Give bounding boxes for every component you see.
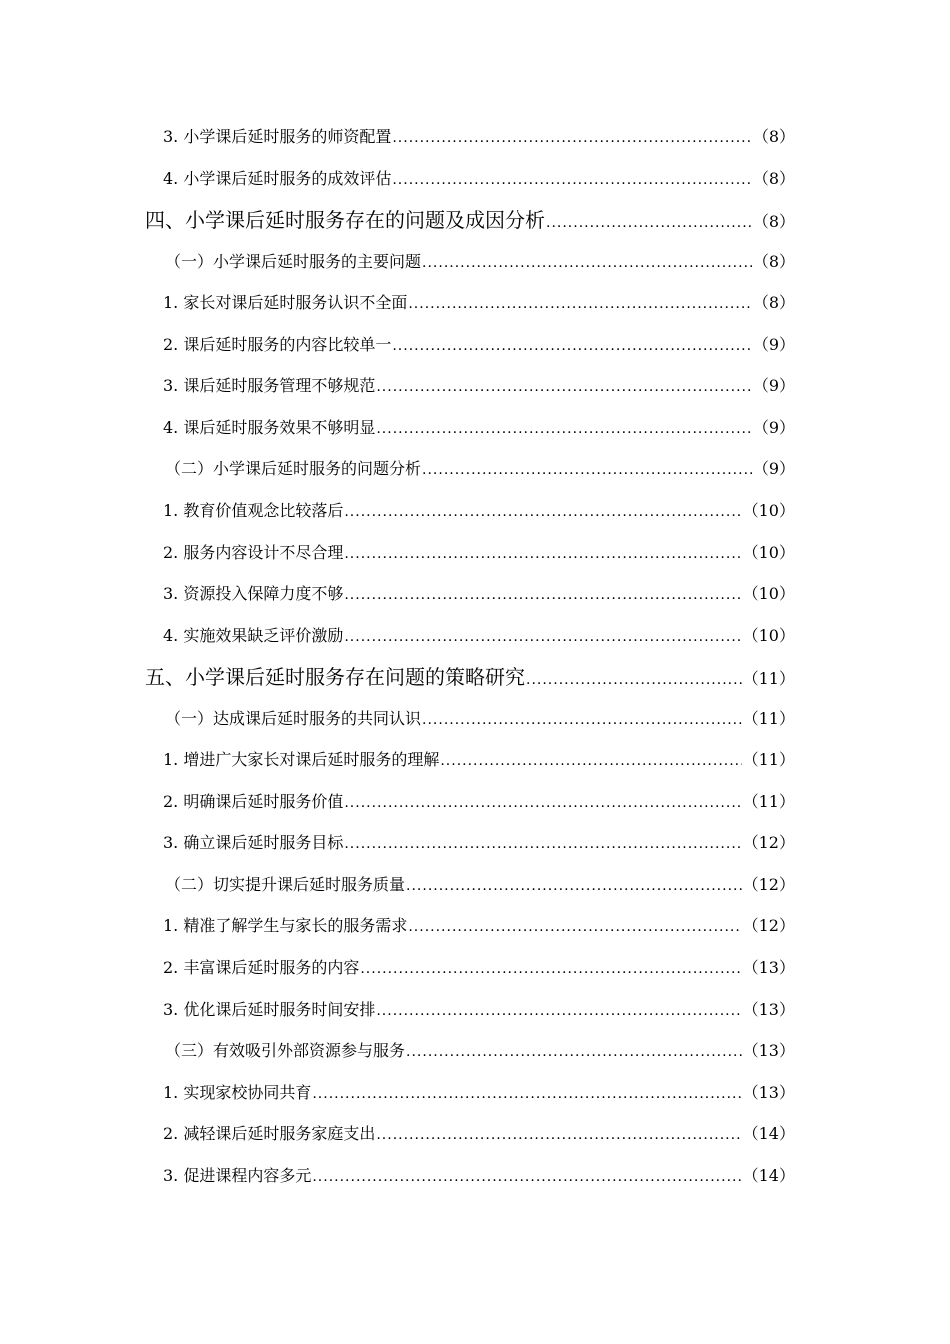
toc-entry-title: 1. 家长对课后延时服务认识不全面	[163, 293, 408, 313]
toc-page-number: （12）	[742, 874, 795, 894]
toc-entry-title: 四、小学课后延时服务存在的问题及成因分析	[145, 208, 545, 233]
toc-dot-leader	[392, 165, 751, 195]
toc-entry-title: （三）有效吸引外部资源参与服务	[165, 1041, 406, 1061]
toc-entry-title: 1. 教育价值观念比较落后	[163, 500, 344, 520]
toc-page-number: （11）	[742, 791, 795, 811]
toc-dot-leader	[392, 123, 751, 153]
toc-dot-leader	[312, 1079, 741, 1109]
toc-dot-leader	[392, 331, 751, 361]
toc-dot-leader	[344, 539, 741, 569]
toc-section-entry[interactable]	[165, 247, 795, 277]
toc-dot-leader	[376, 414, 751, 444]
toc-page-number: （12）	[742, 833, 795, 853]
toc-dot-leader	[376, 1120, 741, 1150]
toc-subsection-entry[interactable]	[163, 828, 795, 858]
toc-entry-title: 1. 增进广大家长对课后延时服务的理解	[163, 750, 440, 770]
toc-subsection-entry[interactable]	[163, 413, 795, 443]
toc-entry-title: 3. 小学课后延时服务的师资配置	[163, 127, 392, 146]
toc-page-number: （9）	[752, 334, 795, 354]
toc-page-number: （14）	[742, 1165, 795, 1185]
toc-dot-leader	[344, 788, 741, 818]
toc-entry-title: （一）达成课后延时服务的共同认识	[165, 708, 422, 728]
toc-dot-leader	[406, 871, 742, 901]
toc-page-number: （13）	[742, 999, 795, 1019]
toc-entry-title: 4. 小学课后延时服务的成效评估	[163, 168, 392, 188]
toc-chapter-entry[interactable]	[145, 662, 795, 692]
toc-entry-title: 4. 实施效果缺乏评价激励	[163, 625, 344, 645]
toc-subsection-entry[interactable]	[163, 288, 795, 318]
toc-subsection-entry[interactable]	[163, 1119, 795, 1149]
toc-page-number: （13）	[742, 958, 795, 977]
toc-subsection-entry[interactable]	[163, 330, 795, 360]
toc-entry-title: 2. 明确课后延时服务价值	[163, 791, 344, 811]
toc-chapter-entry[interactable]	[145, 205, 795, 235]
toc-subsection-entry[interactable]	[163, 1161, 795, 1191]
toc-dot-leader	[408, 289, 751, 319]
toc-page-number: （10）	[742, 625, 795, 645]
toc-page-number: （8）	[752, 168, 795, 188]
toc-page-number: （9）	[752, 459, 795, 479]
toc-page-number: （12）	[742, 916, 795, 936]
toc-subsection-entry[interactable]	[163, 911, 795, 941]
toc-dot-leader	[422, 705, 742, 735]
toc-page-number: （8）	[752, 212, 795, 232]
toc-entry-title: 2. 服务内容设计不尽合理	[163, 542, 344, 562]
toc-subsection-entry[interactable]	[163, 164, 795, 194]
toc-page-number: （11）	[742, 708, 795, 728]
toc-page-number: （9）	[752, 376, 795, 396]
toc-page-number: （8）	[752, 293, 795, 313]
toc-dot-leader	[422, 455, 752, 485]
toc-entry-title: 五、小学课后延时服务存在问题的策略研究	[145, 665, 525, 690]
toc-page-number: （9）	[752, 417, 795, 437]
toc-dot-leader	[422, 248, 752, 278]
toc-entry-title: 2. 课后延时服务的内容比较单一	[163, 334, 392, 354]
toc-entry-title: （一）小学课后延时服务的主要问题	[165, 251, 422, 271]
toc-entry-title: 4. 课后延时服务效果不够明显	[163, 417, 376, 437]
toc-page-number: （8）	[752, 251, 795, 271]
toc-dot-leader	[344, 580, 741, 610]
toc-entry-title: （二）小学课后延时服务的问题分析	[165, 459, 422, 479]
toc-dot-leader	[344, 497, 741, 527]
toc-page-number: （10）	[742, 500, 795, 520]
toc-dot-leader	[312, 1162, 741, 1192]
toc-subsection-entry[interactable]	[163, 496, 795, 526]
toc-subsection-entry[interactable]	[163, 745, 795, 775]
toc-entry-title: （二）切实提升课后延时服务质量	[165, 874, 406, 894]
toc-entry-title: 1. 实现家校协同共育	[163, 1082, 312, 1102]
toc-page-number: （11）	[742, 750, 795, 770]
toc-dot-leader	[344, 622, 741, 652]
toc-entry-title: 3. 课后延时服务管理不够规范	[163, 376, 376, 396]
toc-page-number: （10）	[742, 542, 795, 562]
toc-dot-leader	[376, 996, 741, 1026]
toc-page-number: （13）	[742, 1041, 795, 1061]
toc-subsection-entry[interactable]	[163, 122, 795, 152]
toc-dot-leader	[526, 665, 742, 695]
toc-entry-title: 2. 减轻课后延时服务家庭支出	[163, 1124, 376, 1144]
toc-dot-leader	[376, 372, 751, 402]
toc-dot-leader	[360, 954, 741, 984]
toc-page-number: （10）	[742, 584, 795, 604]
toc-entry-title: 1. 精准了解学生与家长的服务需求	[163, 916, 408, 936]
toc-subsection-entry[interactable]	[163, 995, 795, 1025]
toc-subsection-entry[interactable]	[163, 1078, 795, 1108]
toc-dot-leader	[546, 208, 752, 238]
toc-section-entry[interactable]	[165, 704, 795, 734]
toc-section-entry[interactable]	[165, 454, 795, 484]
toc-entry-title: 3. 促进课程内容多元	[163, 1165, 312, 1185]
toc-entry-title: 3. 确立课后延时服务目标	[163, 833, 344, 853]
toc-entry-title: 2. 丰富课后延时服务的内容	[163, 958, 360, 977]
toc-page-number: （11）	[742, 669, 795, 689]
toc-subsection-entry[interactable]	[163, 538, 795, 568]
toc-subsection-entry[interactable]	[163, 371, 795, 401]
toc-page-number: （13）	[742, 1082, 795, 1102]
toc-subsection-entry[interactable]	[163, 621, 795, 651]
toc-section-entry[interactable]	[165, 1036, 795, 1066]
toc-entry-title: 3. 资源投入保障力度不够	[163, 584, 344, 604]
toc-dot-leader	[408, 912, 741, 942]
toc-dot-leader	[406, 1037, 742, 1067]
toc-dot-leader	[344, 829, 741, 859]
toc-subsection-entry[interactable]	[163, 579, 795, 609]
toc-subsection-entry[interactable]	[163, 787, 795, 817]
toc-section-entry[interactable]	[165, 870, 795, 900]
toc-subsection-entry[interactable]	[163, 953, 795, 983]
toc-dot-leader	[440, 746, 741, 776]
toc-entry-title: 3. 优化课后延时服务时间安排	[163, 999, 376, 1019]
toc-page-number: （14）	[742, 1124, 795, 1144]
toc-page-number: （8）	[752, 127, 795, 146]
